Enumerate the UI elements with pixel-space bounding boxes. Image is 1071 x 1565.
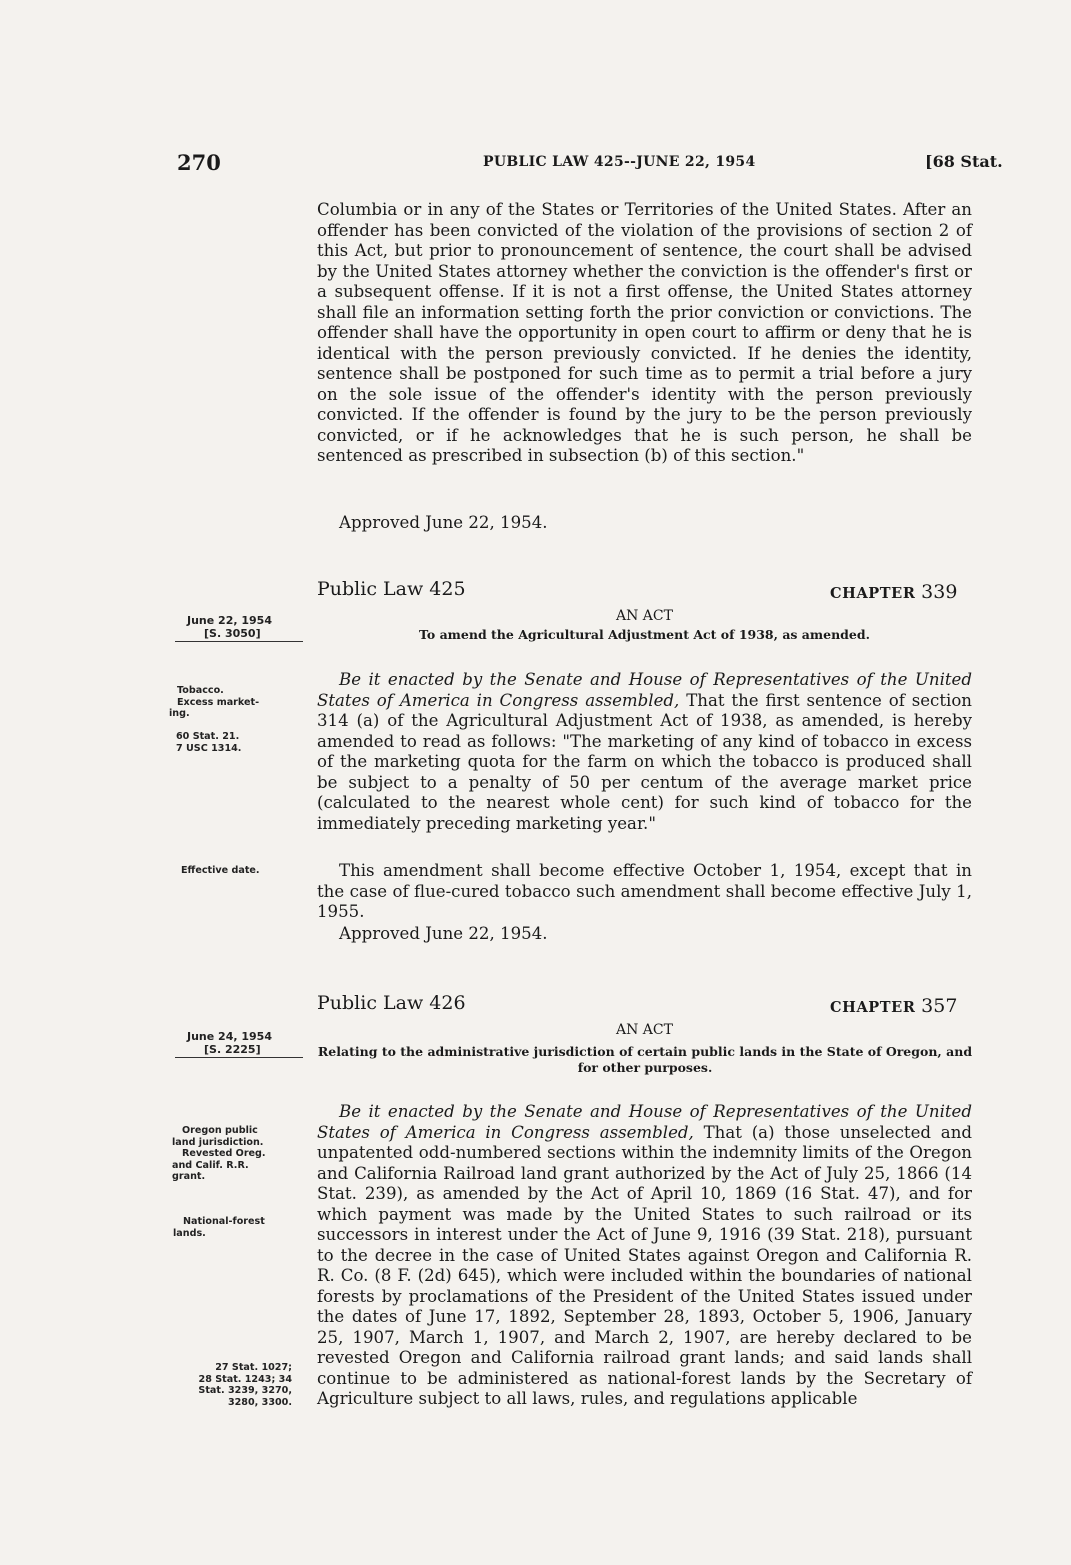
law426-chapter	[830, 995, 957, 1017]
law426-para1-text: That (a) those unselected and unpatented odd-numbered sections within the indemnity limits of the Oregon and California Railroad land grant authorized by the Act of July 25, 1866 (14 Stat. 239), as amended by the Act of April 10, 1869 (16 Stat. 47), and for which payment was made by the United States to such railroad or its successors in interest under the Act of June 9, 1916 (39 Stat. 218), pursuant to the decree in the case of United States against Oregon and California R. R. Co. (8 F. (2d) 645), which were included within the boundaries of national forests by proclamations of the President of the United States issued under the dates of June 17, 1892, September 28, 1893, October 5, 1906, January 25, 1907, March 1, 1907, and March 2, 1907, are hereby declared to be revested Oregon and California railroad grant lands; and said lands shall continue to be administered as national-forest lands by the Secretary of Agriculture subject to all laws, rules, and regulations applicable	[317, 1122, 972, 1408]
law425-section-2	[317, 861, 972, 923]
continuation-approved: Approved June 22, 1954.	[339, 513, 548, 532]
margin-date2-line2: [S. 2225]	[204, 1043, 261, 1056]
margin-cite1-line1: 60 Stat. 21.	[176, 731, 240, 742]
margin-national-line2: lands.	[173, 1227, 206, 1239]
law426-chapter-label: CHAPTER	[830, 999, 916, 1016]
margin-note-effective-date: Effective date.	[181, 865, 260, 876]
margin-rule-1	[175, 641, 303, 642]
margin-date1-line1: June 22, 1954	[187, 614, 272, 627]
margin-date2-line1: June 24, 1954	[187, 1030, 272, 1043]
margin-oregon-line1: Oregon public	[182, 1125, 258, 1136]
margin-oregon-line2: land jurisdiction.	[172, 1136, 264, 1148]
margin-date-june-24	[187, 1030, 272, 1056]
law425-approved: Approved June 22, 1954.	[339, 924, 548, 943]
margin-national-line1: National-forest	[183, 1216, 265, 1227]
header-title: PUBLIC LAW 425--JUNE 22, 1954	[483, 154, 756, 170]
law425-purpose: To amend the Agricultural Adjustment Act of 1938, as amended.	[419, 627, 870, 642]
law425-para2-text: This amendment shall become effective October 1, 1954, except that in the case of flue-cured tobacco such amendment shall become effective July 1, 1955.	[317, 861, 972, 921]
law425-chapter	[830, 581, 957, 603]
law425-chapter-number: 339	[921, 581, 958, 603]
law426-enacting-clause: Be it enacted by the Senate and House of Representatives of the United States of America in Congress assembled,	[317, 1102, 972, 1142]
law425-enacting-clause: Be it enacted by the Senate and House of Representatives of the United States of America in Congress assembled,	[317, 670, 972, 710]
margin-cite2-line3: Stat. 3239, 3270,	[198, 1385, 292, 1396]
margin-note-citation-1	[176, 731, 241, 754]
continuation-text: Columbia or in any of the States or Territories of the United States. After an offender has been convicted of the violation of the provisions of section 2 of this Act, but prior to pronouncement of sentence, the court shall be advised by the United States attorney whether the conviction is the offender's first or a subsequent offense. If it is not a first offense, the United States attorney shall file an information setting forth the prior conviction or convictions. The offender shall have the opportunity in open court to affirm or deny that he is identical with the person previously convicted. If he denies the identity, sentence shall be postponed for such time as to permit a trial before a jury on the sole issue of the offender's identity with the person previously convicted. If the offender is found by the jury to be the person previously convicted, or if he acknowledges that he is such person, he shall be sentenced as prescribed in subsection (b) of this section."	[317, 200, 972, 465]
continuation-paragraph	[317, 200, 972, 467]
law426-an-act: AN ACT	[616, 1022, 673, 1038]
margin-oregon-line3: Revested Oreg.	[182, 1148, 266, 1159]
margin-rule-2	[175, 1057, 303, 1058]
law426-chapter-number: 357	[921, 995, 958, 1017]
law426-purpose: Relating to the administrative jurisdiction of certain public lands in the State of Oregon, and for other purposes.	[317, 1044, 973, 1075]
margin-cite2-line1: 27 Stat. 1027;	[215, 1362, 292, 1373]
margin-date1-line2: [S. 3050]	[204, 627, 261, 640]
margin-cite2-line4: 3280, 3300.	[227, 1396, 292, 1408]
margin-cite1-line2: 7 USC 1314.	[176, 742, 242, 754]
law425-section-1	[317, 670, 972, 834]
margin-note-tobacco	[169, 685, 260, 720]
margin-date-june-22	[187, 614, 272, 640]
law425-an-act: AN ACT	[616, 608, 673, 624]
margin-note-oregon	[172, 1125, 266, 1183]
margin-tobacco-line1: Tobacco.	[177, 685, 224, 696]
margin-note-citation-2	[170, 1362, 292, 1408]
running-header	[0, 150, 1071, 180]
law426-title: Public Law 426	[317, 992, 466, 1014]
header-stat-reference: [68 Stat.	[925, 152, 1003, 171]
law425-para1-text: That the first sentence of section 314 (a) of the Agricultural Adjustment Act of 1938, as amended, is hereby amended to read as follows: "The marketing of any kind of tobacco in excess of the marketing quota for the farm on which the tobacco is produced shall be subject to a penalty of 50 per centum of the average market price (calculated to the nearest whole cent) for such kind of tobacco for the immediately preceding marketing year."	[317, 690, 972, 833]
margin-tobacco-line3: ing.	[169, 708, 190, 719]
margin-oregon-line4: and Calif. R.R.	[172, 1159, 249, 1171]
margin-tobacco-line2: Excess market-	[177, 696, 260, 708]
law426-section-1	[317, 1102, 972, 1410]
law425-title: Public Law 425	[317, 578, 466, 600]
law425-chapter-label: CHAPTER	[830, 585, 916, 602]
margin-cite2-line2: 28 Stat. 1243; 34	[198, 1373, 292, 1385]
margin-oregon-line5: grant.	[172, 1171, 206, 1182]
margin-note-national-forest	[173, 1216, 265, 1239]
page-number: 270	[177, 150, 221, 175]
